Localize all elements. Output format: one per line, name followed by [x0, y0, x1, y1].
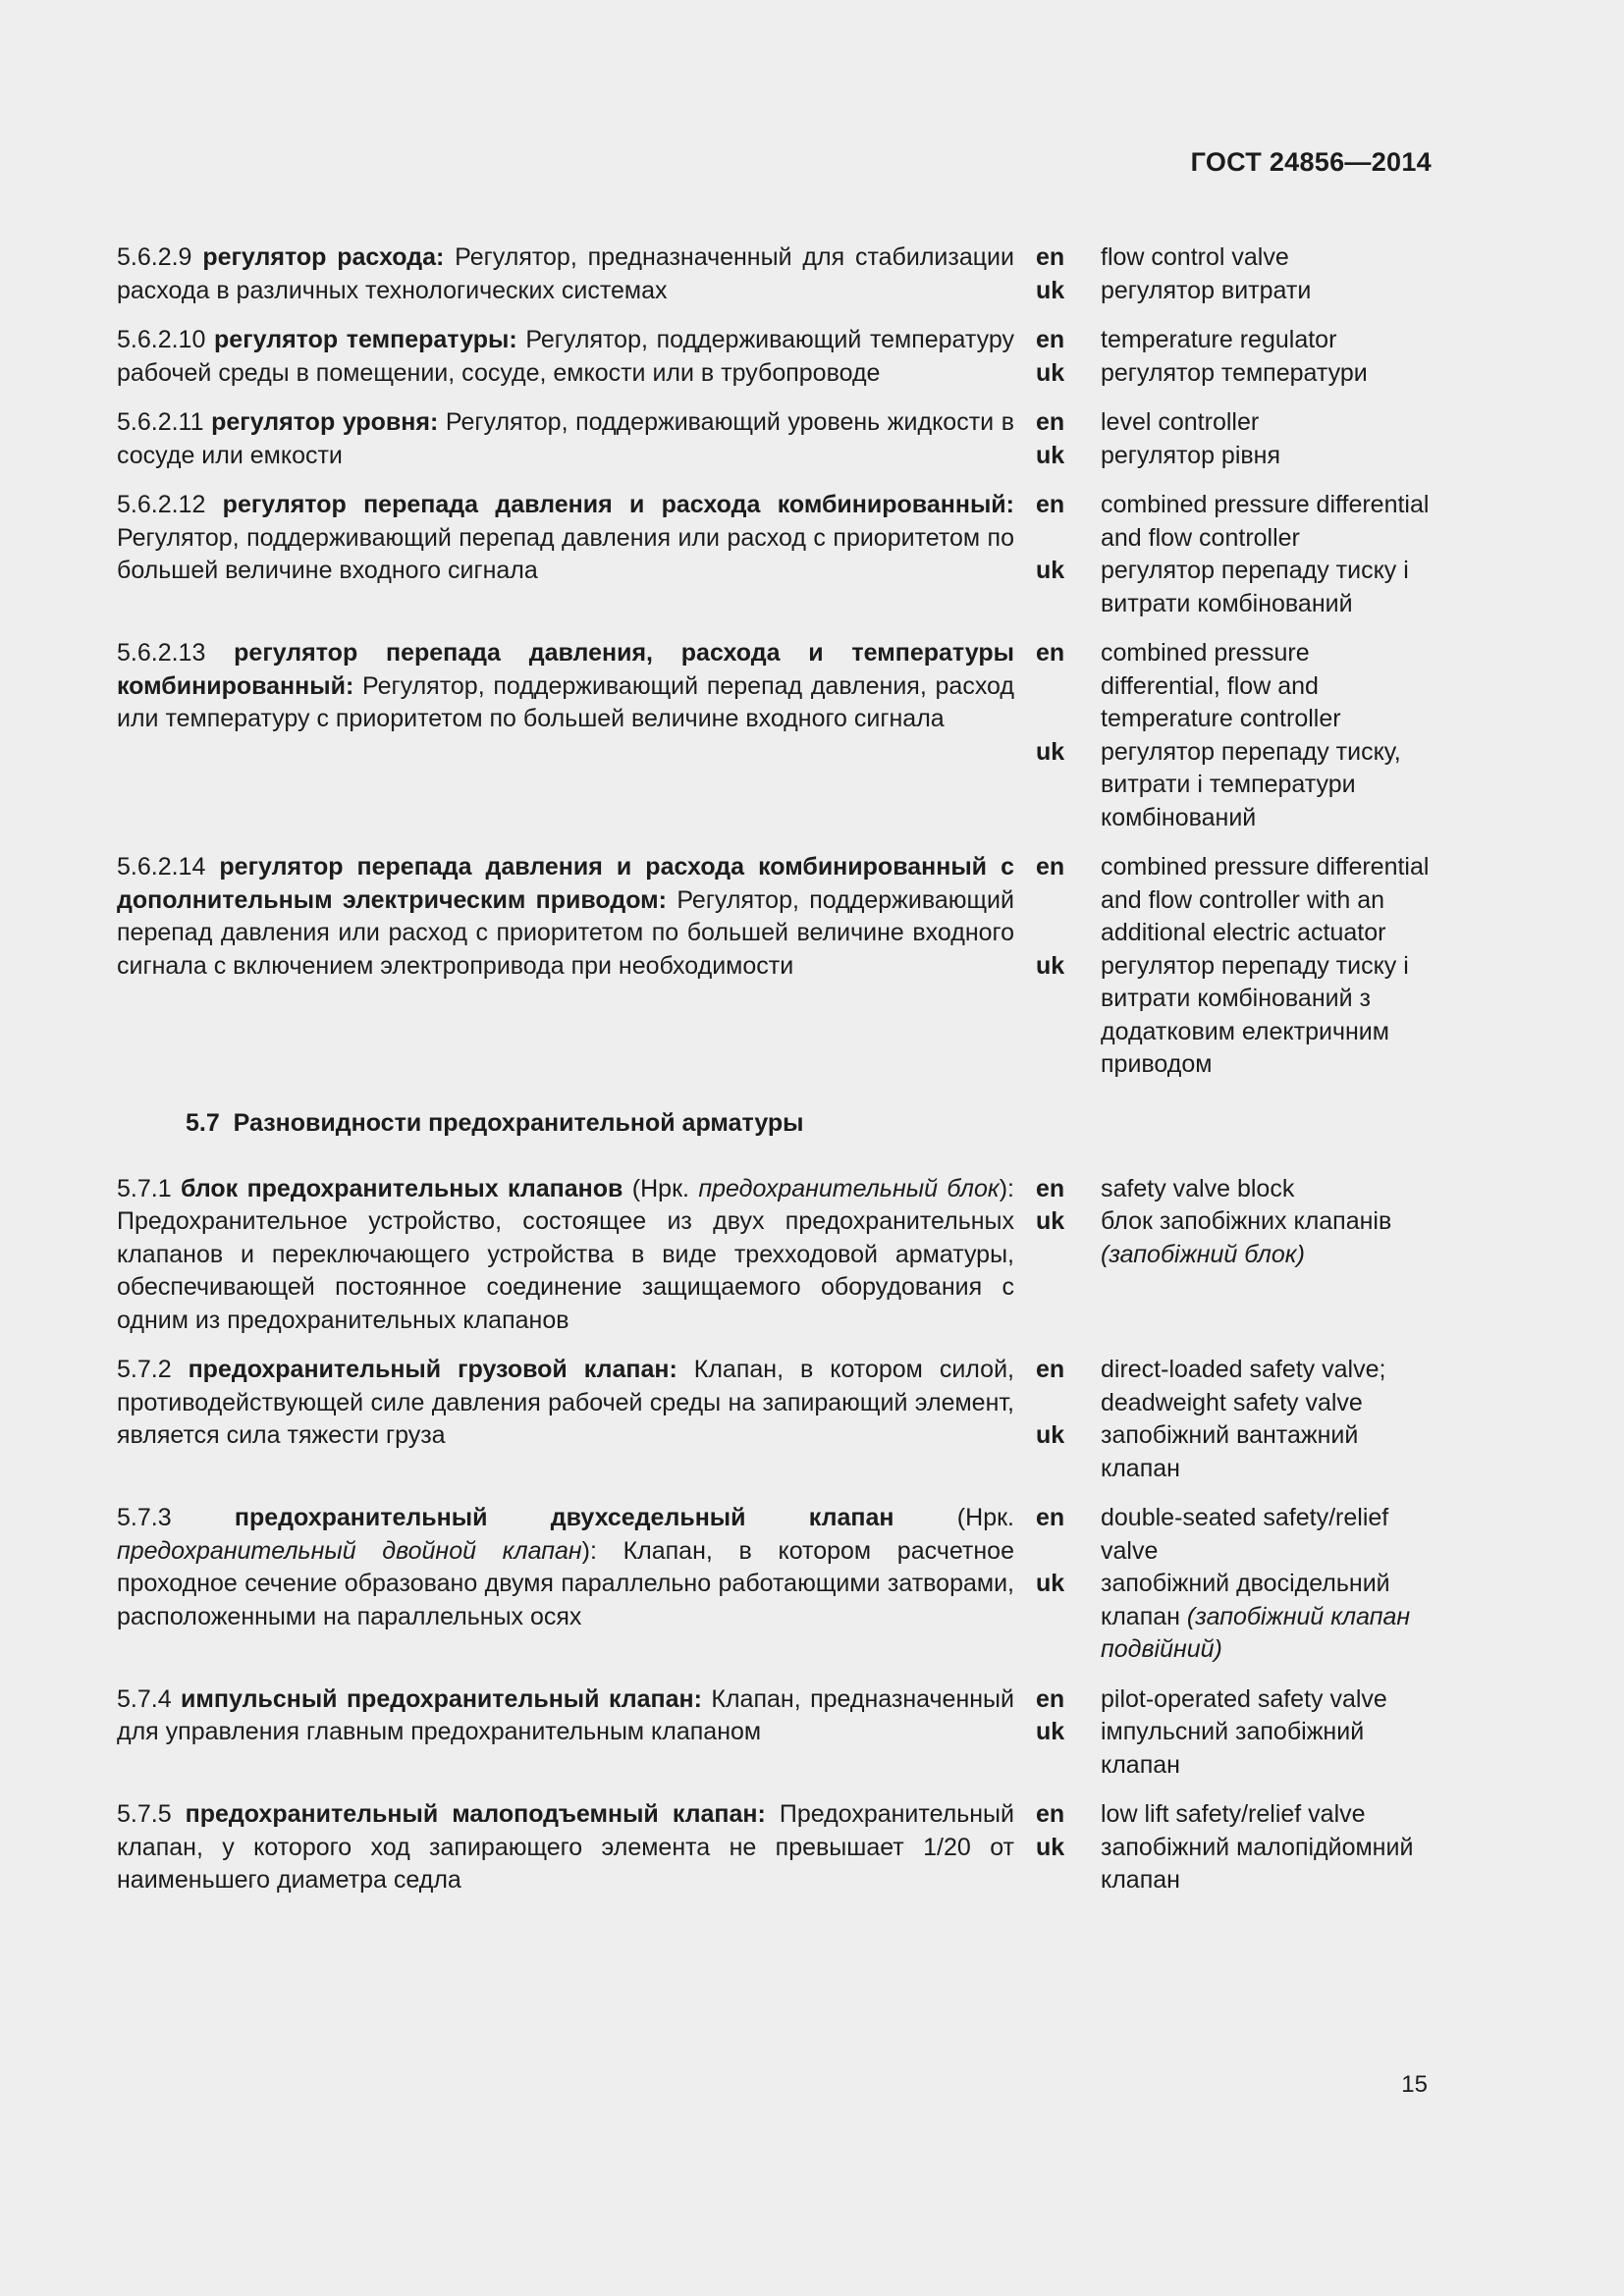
language-code-en: en [1036, 1356, 1065, 1383]
term-name: регулятор расхода: [202, 243, 445, 271]
translation-en [1101, 324, 1433, 357]
term-note-close: ): [999, 1174, 1015, 1202]
term-definition [117, 489, 1014, 620]
term-entry [117, 637, 1433, 834]
section-title: Разновидности предохранительной арматуры [233, 1108, 804, 1137]
language-code-uk: uk [1036, 738, 1065, 766]
language-code-uk: uk [1036, 1206, 1065, 1235]
translations [1101, 489, 1433, 620]
term-name: импульсный предохранительный клапан: [181, 1684, 702, 1713]
translations [1101, 1173, 1433, 1338]
language-code-en: en [1036, 1504, 1065, 1531]
page-content [117, 241, 1433, 1897]
language-code-en: en [1036, 243, 1065, 271]
term-number: 5.6.2.13 [117, 639, 206, 667]
language-code-uk: uk [1036, 1834, 1065, 1861]
term-number: 5.7.1 [117, 1174, 172, 1202]
translation-uk [1101, 275, 1433, 308]
language-code-uk: uk [1036, 952, 1065, 980]
language-codes [1014, 851, 1101, 1082]
term-number: 5.7.3 [117, 1504, 172, 1531]
language-code-uk: uk [1036, 359, 1065, 387]
translation-text: direct-loaded safety valve; deadweight safety valve [1101, 1356, 1386, 1416]
translation-text: запобіжний малопідйомний клапан [1101, 1833, 1414, 1894]
term-number: 5.6.2.14 [117, 853, 206, 881]
term-entry [117, 1798, 1433, 1897]
term-note-open: (Нрк. [623, 1174, 699, 1202]
language-codes [1014, 241, 1101, 307]
term-name: регулятор перепада давления, расхода и температуры комбинированный: [117, 639, 1014, 700]
translation-note: (запобіжний блок) [1101, 1240, 1305, 1268]
term-definition-text: Клапан, предназначенный для управления главным предохранительным клапаном [117, 1684, 1014, 1745]
term-number: 5.7.4 [117, 1684, 172, 1713]
language-codes [1014, 406, 1101, 472]
term-note-deprecated: предохранительный блок [698, 1174, 1000, 1202]
language-code-en: en [1036, 1684, 1065, 1713]
translation-en [1101, 637, 1433, 736]
translation-uk [1101, 736, 1433, 835]
term-name: регулятор уровня: [211, 408, 439, 436]
translation-uk [1101, 1716, 1433, 1782]
term-definition [117, 324, 1014, 390]
translation-text: pilot-operated safety valve [1101, 1684, 1387, 1713]
term-definition-text: Регулятор, предназначенный для стабилизации расхода в различных технологических системах [117, 243, 1014, 304]
term-entry [117, 1683, 1433, 1783]
term-definition-text: Регулятор, поддерживающий перепад давления или расход с приоритетом по большей величине входного сигнала [117, 523, 1014, 584]
term-entry [117, 1502, 1433, 1667]
translation-text: запобіжний двосідельний клапан [1101, 1570, 1390, 1630]
term-definition-text: Регулятор, поддерживающий перепад давления или расход с приоритетом по большей величине входного сигнала с включением электропривода при необходимости [117, 885, 1014, 980]
term-number: 5.7.5 [117, 1800, 172, 1828]
term-note-open: (Нрк. [893, 1504, 1014, 1531]
translations [1101, 1683, 1433, 1783]
translation-text: регулятор витрати [1101, 276, 1312, 304]
term-entry [117, 241, 1433, 307]
translation-text: combined pressure differential, flow and temperature controller [1101, 639, 1341, 732]
translations [1101, 1798, 1433, 1897]
term-number: 5.6.2.9 [117, 243, 192, 271]
translation-text: low lift safety/relief valve [1101, 1800, 1366, 1828]
translation-en [1101, 1502, 1433, 1568]
term-list-5-7 [117, 1173, 1433, 1897]
translation-text: combined pressure differential and flow controller with an additional electric actuator [1101, 853, 1430, 946]
translation-uk [1101, 440, 1433, 473]
term-entry [117, 324, 1433, 390]
translation-text: combined pressure differential and flow controller [1101, 491, 1430, 552]
language-code-uk: uk [1036, 277, 1065, 304]
term-entry [117, 1354, 1433, 1485]
translation-en [1101, 1173, 1433, 1206]
language-codes [1014, 637, 1101, 834]
translation-note: (запобіжний клапан подвійний) [1101, 1602, 1411, 1663]
term-definition-text: Клапан, в котором расчетное проходное сечение образовано двумя параллельно работающими затворами, расположенными на параллельных осях [117, 1536, 1014, 1630]
term-list-5-6 [117, 241, 1433, 1082]
translations [1101, 851, 1433, 1082]
language-codes [1014, 489, 1101, 620]
translation-text: safety valve block [1101, 1174, 1295, 1202]
term-definition [117, 851, 1014, 1082]
language-code-en: en [1036, 326, 1065, 353]
translation-uk [1101, 1419, 1433, 1485]
term-definition [117, 637, 1014, 834]
language-codes [1014, 1683, 1101, 1783]
translation-text: регулятор рівня [1101, 441, 1281, 469]
translation-en [1101, 1683, 1433, 1717]
language-codes [1014, 1354, 1101, 1485]
language-code-en: en [1036, 1800, 1065, 1828]
translations [1101, 406, 1433, 472]
term-definition-text: Клапан, в котором силой, противодействующей силе давления рабочей среды на запирающий элемент, является сила тяжести груза [117, 1356, 1014, 1449]
term-entry [117, 489, 1433, 620]
term-name: предохранительный грузовой клапан: [188, 1356, 677, 1383]
term-definition [117, 1798, 1014, 1897]
translations [1101, 241, 1433, 307]
term-entry [117, 1173, 1433, 1338]
language-code-uk: uk [1036, 1570, 1065, 1597]
translation-text: регулятор температури [1101, 358, 1368, 387]
translation-text: flow control valve [1101, 243, 1289, 271]
translation-en [1101, 489, 1433, 555]
term-definition [117, 406, 1014, 472]
translation-text: temperature regulator [1101, 326, 1337, 353]
translation-en [1101, 1798, 1433, 1832]
translation-uk [1101, 950, 1433, 1082]
translations [1101, 637, 1433, 834]
term-name: регулятор перепада давления и расхода комбинированный: [222, 491, 1014, 518]
term-name: предохранительный малоподъемный клапан: [185, 1800, 766, 1828]
term-number: 5.6.2.11 [117, 408, 204, 436]
section-number: 5.7 [186, 1108, 220, 1137]
term-definition-text: Регулятор, поддерживающий температуру рабочей среды в помещении, сосуде, емкости или в трубопроводе [117, 326, 1014, 387]
term-number: 5.6.2.12 [117, 491, 206, 518]
language-code-en: en [1036, 853, 1065, 881]
language-code-en: en [1036, 639, 1065, 667]
language-code-uk: uk [1036, 557, 1065, 584]
term-entry [117, 851, 1433, 1082]
translations [1101, 324, 1433, 390]
term-entry [117, 406, 1433, 472]
term-name: блок предохранительных клапанов [181, 1174, 623, 1202]
term-definition-text: Предохранительное устройство, состоящее из двух предохранительных клапанов и переключающего устройства в виде трехходовой арматуры, обеспечивающей постоянное соединение защищаемого оборудования с одним из предохранительных клапанов [117, 1207, 1014, 1334]
language-codes [1014, 1502, 1101, 1667]
translations [1101, 1354, 1433, 1485]
term-definition-text: Регулятор, поддерживающий перепад давления, расход или температуру с приоритетом по большей величине входного сигнала [117, 671, 1014, 732]
translation-text: блок запобіжних клапанів [1101, 1207, 1392, 1235]
term-definition [117, 241, 1014, 307]
translation-uk [1101, 357, 1433, 391]
term-definition [117, 1173, 1014, 1338]
language-codes [1014, 324, 1101, 390]
translation-uk [1101, 1205, 1433, 1271]
term-definition [117, 1502, 1014, 1667]
section-heading [117, 1109, 1433, 1138]
page-number: 15 [1401, 2071, 1428, 2098]
term-definition [117, 1683, 1014, 1783]
language-codes [1014, 1798, 1101, 1897]
translation-text: імпульсний запобіжний клапан [1101, 1718, 1365, 1779]
term-note-close: ): [581, 1536, 597, 1565]
language-code-uk: uk [1036, 1421, 1065, 1449]
language-code-en: en [1036, 491, 1065, 518]
translation-en [1101, 406, 1433, 440]
translations [1101, 1502, 1433, 1667]
term-name: регулятор перепада давления и расхода комбинированный с дополнительным электрическим приводом: [117, 853, 1014, 914]
language-code-uk: uk [1036, 1717, 1065, 1745]
language-code-uk: uk [1036, 442, 1065, 469]
translation-en [1101, 241, 1433, 275]
term-name: регулятор температуры: [214, 326, 517, 353]
translation-text: level controller [1101, 408, 1260, 436]
translation-text: double-seated safety/relief valve [1101, 1504, 1389, 1565]
term-name: предохранительный двухседельный клапан [234, 1504, 894, 1531]
language-code-en: en [1036, 408, 1065, 436]
language-code-en: en [1036, 1174, 1065, 1202]
translation-text: регулятор перепаду тиску і витрати комбінований з додатковим електричним приводом [1101, 951, 1409, 1078]
term-number: 5.7.2 [117, 1356, 172, 1383]
translation-en [1101, 1354, 1433, 1419]
translation-text: регулятор перепаду тиску і витрати комбінований [1101, 557, 1409, 617]
term-definition-text: Регулятор, поддерживающий уровень жидкости в сосуде или емкости [117, 408, 1014, 469]
translation-uk [1101, 1568, 1433, 1667]
term-definition [117, 1354, 1014, 1485]
term-number: 5.6.2.10 [117, 326, 206, 353]
language-codes [1014, 1173, 1101, 1338]
translation-text: регулятор перепаду тиску, витрати і температури комбінований [1101, 737, 1401, 831]
term-definition-text: Предохранительный клапан, у которого ход запирающего элемента не превышает 1/20 от наименьшего диаметра седла [117, 1800, 1014, 1894]
translation-uk [1101, 1832, 1433, 1897]
translation-uk [1101, 555, 1433, 620]
document-code: ГОСТ 24856—2014 [1190, 147, 1432, 177]
term-note-deprecated: предохранительный двойной клапан [117, 1536, 582, 1565]
translation-en [1101, 851, 1433, 950]
translation-text: запобіжний вантажний клапан [1101, 1421, 1359, 1482]
